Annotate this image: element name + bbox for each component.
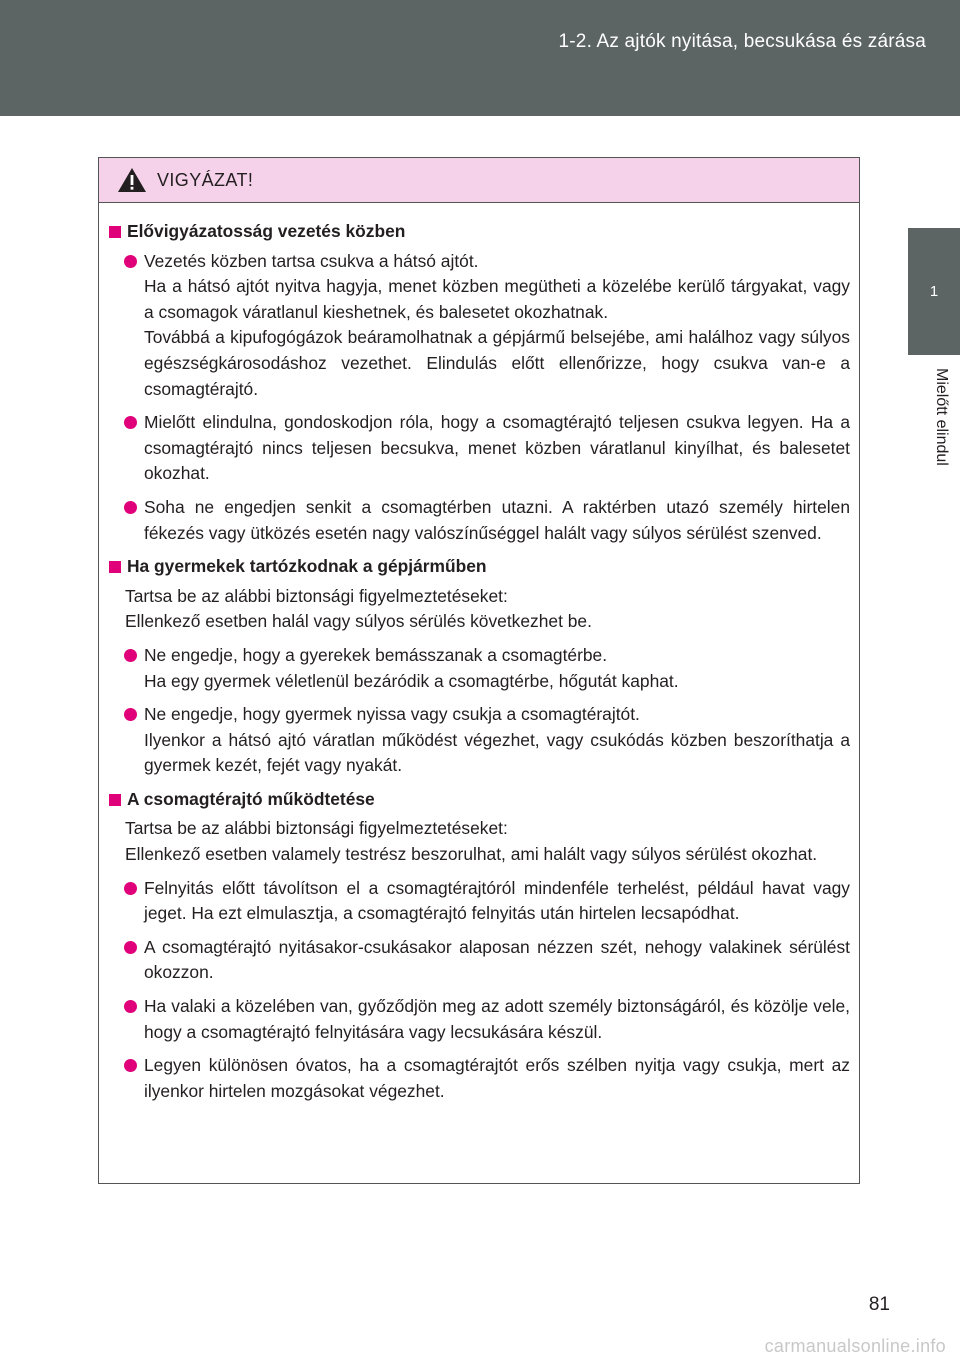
topic-heading bbox=[109, 554, 850, 580]
bullet-point bbox=[109, 702, 850, 779]
page-number: 81 bbox=[868, 1294, 890, 1315]
bullet-point bbox=[109, 249, 850, 403]
warning-topic bbox=[109, 554, 850, 779]
bullet-text: A csomagtérajtó nyitásakor-csukásakor alaposan nézzen szét, nehogy valakinek sérülést okozzon. bbox=[144, 936, 850, 983]
warning-topic bbox=[109, 787, 850, 1105]
bullet-text: Mielőtt elindulna, gondoskodjon róla, hogy a csomagtérajtó teljesen csukva legyen. Ha a csomagtérajtó nincs teljesen becsukva, menet közben váratlanul kinyílhat, és balesetet okozhat. bbox=[144, 412, 850, 484]
warning-header bbox=[99, 158, 859, 203]
topic-heading bbox=[109, 787, 850, 813]
square-bullet-icon bbox=[109, 794, 121, 806]
warning-box bbox=[98, 157, 860, 1184]
warning-topic bbox=[109, 219, 850, 546]
square-bullet-icon bbox=[109, 561, 121, 573]
chapter-number: 1 bbox=[929, 283, 939, 300]
round-bullet-icon bbox=[124, 1059, 137, 1072]
bullet-text: Ilyenkor a hátsó ajtó váratlan működést végezhet, vagy csukódás közben beszoríthatja a gyermek kezét, fejét vagy nyakát. bbox=[144, 729, 850, 776]
bullet-point bbox=[109, 876, 850, 927]
bullet-text: Ne engedje, hogy gyermek nyissa vagy csukja a csomagtérajtót. bbox=[144, 704, 640, 725]
bullet-point bbox=[109, 495, 850, 546]
bullet-text: Legyen különösen óvatos, ha a csomagtérajtót erős szélben nyitja vagy csukja, mert az ilyenkor hirtelen mozgásokat végezhet. bbox=[144, 1055, 850, 1101]
bullet-text: Ha egy gyermek véletlenül bezáródik a csomagtérbe, hőgutát kaphat. bbox=[144, 670, 679, 691]
round-bullet-icon bbox=[124, 882, 137, 895]
intro-line: Ellenkező esetben halál vagy súlyos sérülés következhet be. bbox=[125, 611, 592, 632]
round-bullet-icon bbox=[124, 649, 137, 662]
bullet-point bbox=[109, 410, 850, 487]
round-bullet-icon bbox=[124, 941, 137, 954]
round-bullet-icon bbox=[124, 708, 137, 721]
bullet-point bbox=[109, 994, 850, 1045]
chapter-label: Mielőtt elindul bbox=[933, 368, 950, 466]
round-bullet-icon bbox=[124, 1000, 137, 1013]
intro-line: Tartsa be az alábbi biztonsági figyelmeztetéseket: bbox=[125, 585, 508, 606]
topic-heading bbox=[109, 219, 850, 245]
bullet-text: Továbbá a kipufogógázok beáramolhatnak a gépjármű belsejébe, ami halálhoz vagy súlyos egészségkárosodáshoz vezethet. Elindulás előtt ellenőrizze, hogy csukva van-e a csomagtérajtó. bbox=[144, 327, 850, 399]
bullet-text: Ha valaki a közelében van, győződjön meg az adott személy biztonságáról, és közölje vele, hogy a csomagtérajtó felnyitására vagy lecsukására készül. bbox=[144, 996, 850, 1042]
header-band bbox=[0, 0, 960, 116]
round-bullet-icon bbox=[124, 255, 137, 268]
topic-intro bbox=[109, 816, 850, 867]
topic-title: Elővigyázatosság vezetés közben bbox=[127, 221, 406, 241]
bullet-text: Felnyitás előtt távolítson el a csomagtérajtóról mindenféle terhelést, például havat vagy jeget. Ha ezt elmulasztja, a csomagtérajtó felnyitás után hirtelen lecsapódhat. bbox=[144, 877, 850, 924]
warning-body bbox=[99, 203, 859, 1104]
intro-line: Tartsa be az alábbi biztonsági figyelmeztetéseket: bbox=[125, 818, 508, 839]
section-title: 1-2. Az ajtók nyitása, becsukása és zárása bbox=[558, 31, 926, 52]
bullet-text: Soha ne engedjen senkit a csomagtérben utazni. A raktérben utazó személy hirtelen fékezés vagy ütközés esetén nagy valószínűséggel halált vagy súlyos sérülést szenved. bbox=[144, 496, 850, 543]
square-bullet-icon bbox=[109, 226, 121, 238]
warning-triangle-icon bbox=[117, 167, 147, 193]
bullet-text: Ha a hátsó ajtót nyitva hagyja, menet közben megütheti a közelébe kerülő tárgyakat, vagy a csomagok váratlanul kieshetnek, és balesetet okozhatnak. bbox=[144, 276, 850, 322]
round-bullet-icon bbox=[124, 501, 137, 514]
bullet-text: Vezetés közben tartsa csukva a hátsó ajtót. bbox=[144, 250, 479, 271]
topic-intro bbox=[109, 584, 850, 635]
bullet-point bbox=[109, 643, 850, 694]
bullet-text: Ne engedje, hogy a gyerekek bemásszanak a csomagtérbe. bbox=[144, 644, 608, 665]
topic-title: A csomagtérajtó működtetése bbox=[127, 788, 375, 809]
bullet-point bbox=[109, 935, 850, 986]
intro-line: Ellenkező esetben valamely testrész beszorulhat, ami halált vagy súlyos sérülést okozhat. bbox=[125, 844, 818, 865]
warning-title: VIGYÁZAT! bbox=[157, 169, 254, 190]
topic-title: Ha gyermekek tartózkodnak a gépjárműben bbox=[127, 556, 487, 577]
bullet-point bbox=[109, 1053, 850, 1104]
watermark: carmanualsonline.info bbox=[764, 1336, 946, 1356]
round-bullet-icon bbox=[124, 416, 137, 429]
chapter-tab[interactable] bbox=[908, 228, 960, 355]
